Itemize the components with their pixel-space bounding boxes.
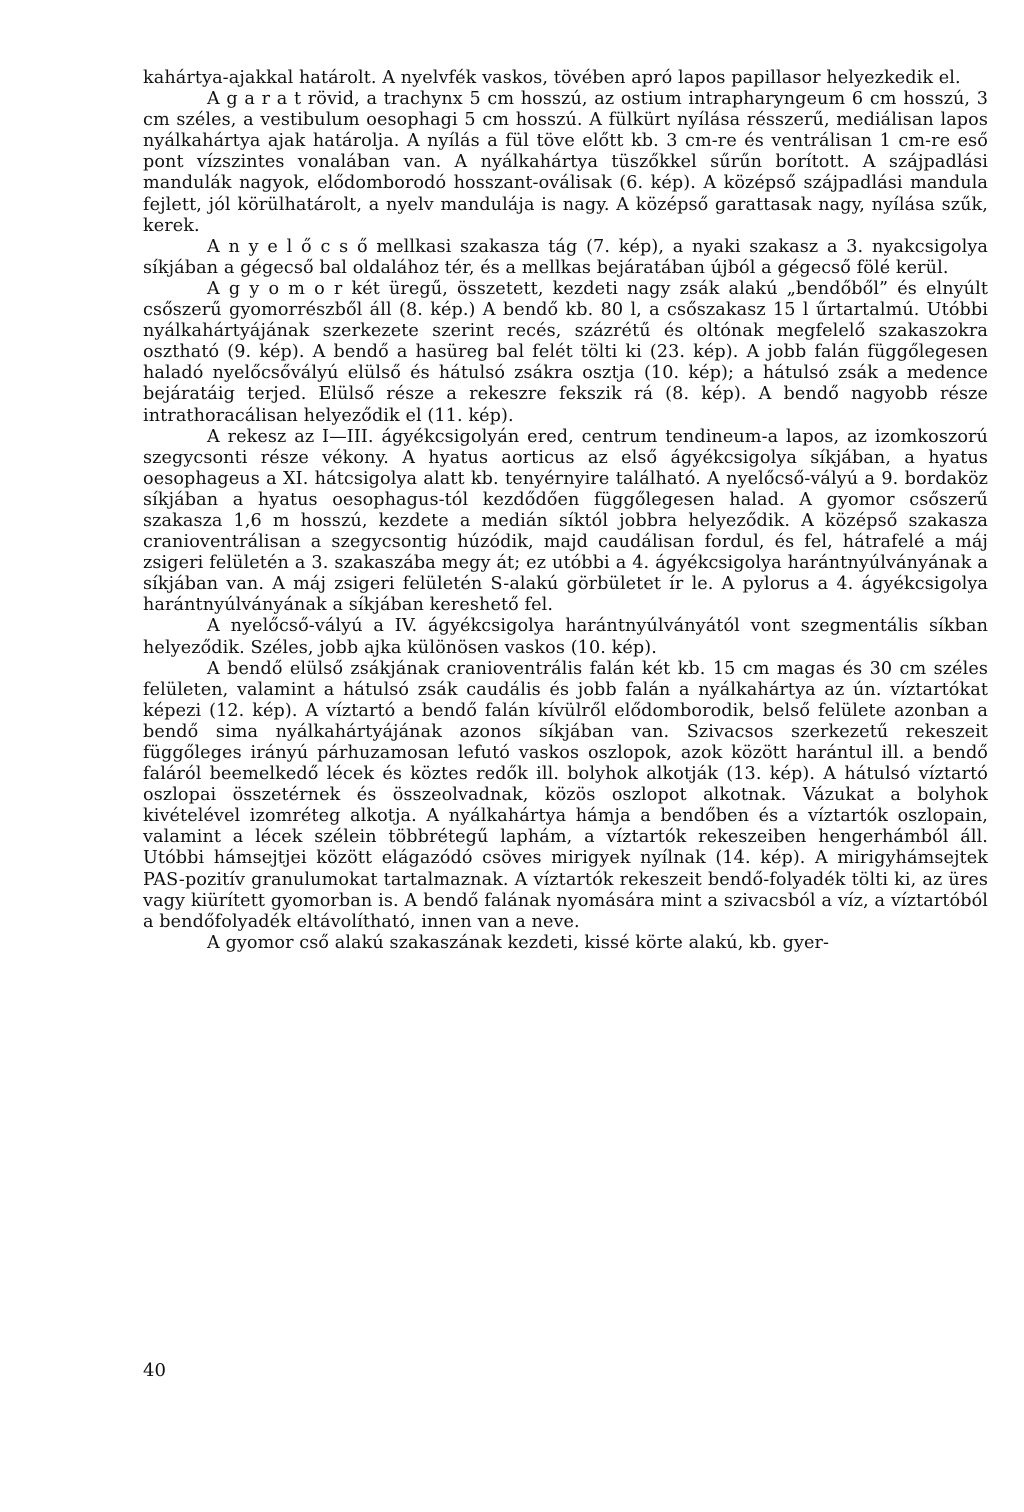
paragraph-gyomor: A g y o m o r két üregű, összetett, kezdeti nagy zsák alakú „bendőből” és elnyúlt csőszerű gyomorrészből áll (8. kép.) A bendő kb. 80 l, a csőszakasz 15 l űrtartalmú. Utóbbi nyálkahártyájának szerkezete szerint recés, százrétű és oltónak megfelelő szakaszokra osztható (9. kép). A bendő a hasüreg bal felét tölti ki (23. kép). A jobb falán függőlegesen haladó nyelőcsővályú elülső és hátulsó zsákra osztja (10. kép); a hátulsó zsák a medence bejáratáig terjed. Elülső része a rekeszre fekszik rá (8. kép). A bendő nagyobb része intrathoracálisan helyeződik el (11. kép). — [143, 278, 988, 426]
paragraph-1: kahártya-ajakkal határolt. A nyelvfék vaskos, tövében apró lapos papillasor helyezkedik el. — [143, 68, 961, 88]
page-number: 40 — [143, 1360, 166, 1381]
paragraph-garat: A g a r a t rövid, a trachynx 5 cm hosszú, az ostium intrapharyngeum 6 cm hosszú, 3 cm széles, a vestibulum oesophagi 5 cm hosszú. A fülkürt nyílása résszerű, mediálisan lapos nyálkahártya ajak határolja. A nyílás a fül töve előtt kb. 3 cm-re és ventrálisan 1 cm-re eső pont vízszintes vonalában van. A nyálkahártya tüszőkkel sűrűn borított. A szájpadlási mandulák nagyok, elődomborodó hosszant-oválisak (6. kép). A középső szájpadlási mandula fejlett, jól körülhatárolt, a nyelv mandulája is nagy. A középső garattasak nagy, nyílása szűk, kerek. — [143, 89, 988, 236]
paragraph-bendo: A bendő elülső zsákjának cranioventrális falán két kb. 15 cm magas és 30 cm széles felületen, valamint a hátulsó zsák caudális és jobb falán a nyálkahártya az ún. víztartókat képezi (12. kép). A víztartó a bendő falán kívülről elődomborodik, belső felülete azonban a bendő sima nyálkahártyájának azonos síkjában van. Szivacsos szerkezetű rekeszeit függőleges irányú párhuzamosan lefutó vaskos oszlopok, azok között harántul ill. a bendő faláról beemelkedő lécek és köztes redők ill. bolyhok alkotják (13. kép). A hátulsó víztartó oszlopai összetérnek és összeolvadnak, közös oszlopot alkotnak. Vázukat a bolyhok kivételével izomréteg alkotja. A nyálkahártya hámja a bendőben és a víztartók oszlopain, valamint a lécek szélein többrétegű laphám, a víztartók rekeszeiben hengerhámból áll. Utóbbi hámsejtjei között elágazódó csöves mirigyek nyílnak (14. kép). A mirigyhámsejtek PAS-pozitív granulumokat tartalmaznak. A víztartók rekeszeit bendő-folyadék tölti ki, az üres vagy kiürített gyomorban is. A bendő falának nyomására mint a szivacsból a víz, a víztartóból a bendőfolyadék eltávolítható, innen van a neve. — [143, 658, 988, 932]
paragraph-nyelocso: A n y e l ő c s ő mellkasi szakasza tág (7. kép), a nyaki szakasz a 3. nyakcsigolya síkjában a gégecső bal oldalához tér, és a mellkas bejáratában újból a gégecső fölé kerül. — [143, 236, 988, 278]
paragraph-last: A gyomor cső alakú szakaszának kezdeti, kissé körte alakú, kb. gyer- — [207, 932, 830, 953]
paragraph-nyelocso-valyu: A nyelőcső-vályú a IV. ágyékcsigolya harántnyúlványától vont szegmentális síkban helyeződik. Széles, jobb ajka különösen vaskos (10. kép). — [143, 616, 988, 658]
page-body — [143, 68, 988, 954]
paragraph-rekesz: A rekesz az I—III. ágyékcsigolyán ered, centrum tendineum-a lapos, az izomkoszorú szegycsonti része vékony. A hyatus aorticus az első ágyékcsigolya síkjában, a hyatus oesophageus a XI. hátcsigolya alatt kb. tenyérnyire található. A nyelőcső-vályú a 9. bordaköz síkjában a hyatus oesophagus-tól kezdődően függőlegesen halad. A gyomor csőszerű szakasza 1,6 m hosszú, kezdete a medián síktól jobbra helyeződik. A középső szakasza cranioventrálisan a szegycsontig húzódik, majd caudálisan fordul, és fel, hátrafelé a máj zsigeri felületén a 3. szakaszába megy át; ez utóbbi a 4. ágyékcsigolya harántnyúlványának a síkjában van. A máj zsigeri felületén S-alakú görbületet ír le. A pylorus a 4. ágyékcsigolya harántnyúlványának a síkjában kereshető fel. — [143, 426, 988, 616]
